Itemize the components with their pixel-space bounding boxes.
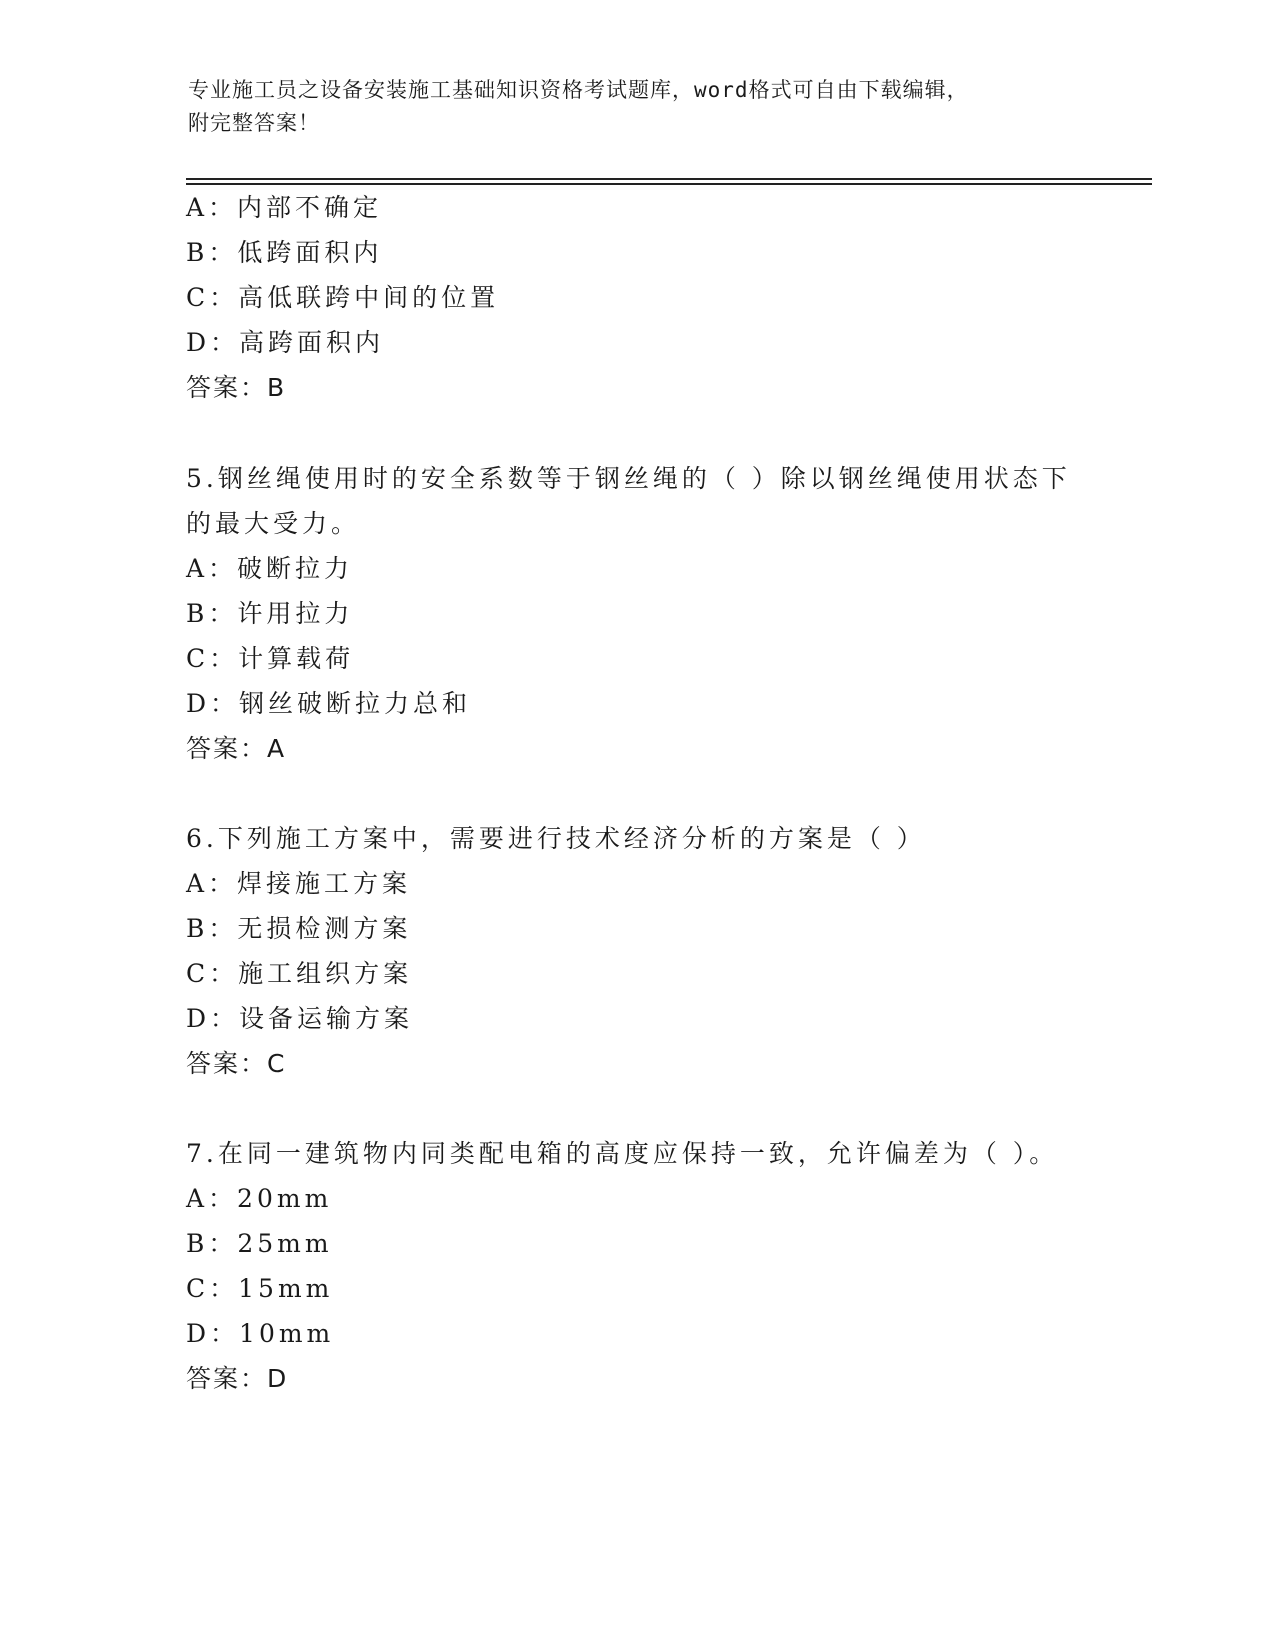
header-line-2: 附完整答案！ <box>188 111 320 135</box>
q5-option-a: A：破断拉力 <box>186 554 354 583</box>
q5-option-b: B：许用拉力 <box>186 599 354 628</box>
q5-answer: 答案：A <box>186 734 287 763</box>
q4-answer: 答案：B <box>186 373 287 402</box>
header-divider-bottom <box>186 183 1152 185</box>
q5-option-c: C：计算载荷 <box>186 644 355 673</box>
q6-option-d: D：设备运输方案 <box>186 1004 414 1033</box>
q6-answer: 答案：C <box>186 1049 287 1078</box>
q6-option-b: B：无损检测方案 <box>186 914 412 943</box>
q6-option-a: A：焊接施工方案 <box>186 869 412 898</box>
q7-option-a: A：20mm <box>186 1184 333 1213</box>
q7-option-b: B：25mm <box>186 1229 333 1258</box>
document-header <box>188 74 1088 140</box>
q5-stem-line-1: 5.钢丝绳使用时的安全系数等于钢丝绳的（ ）除以钢丝绳使用状态下 <box>186 464 1071 493</box>
q6-option-c: C：施工组织方案 <box>186 959 413 988</box>
q5-stem-line-2: 的最大受力。 <box>186 509 361 538</box>
q6-stem-line-1: 6.下列施工方案中，需要进行技术经济分析的方案是（ ） <box>186 824 926 853</box>
q7-option-d: D：10mm <box>186 1319 335 1348</box>
q7-option-c: C：15mm <box>186 1274 334 1303</box>
q4-option-b: B：低跨面积内 <box>186 238 383 267</box>
q4-option-d: D：高跨面积内 <box>186 328 385 357</box>
header-line-1: 专业施工员之设备安装施工基础知识资格考试题库，word格式可自由下载编辑， <box>188 78 969 102</box>
q5-option-d: D：钢丝破断拉力总和 <box>186 689 472 718</box>
header-divider-top <box>186 178 1152 180</box>
q7-answer: 答案：D <box>186 1364 289 1393</box>
q7-stem-line-1: 7.在同一建筑物内同类配电箱的高度应保持一致，允许偏差为（ ）。 <box>186 1139 1059 1168</box>
q4-option-a: A：内部不确定 <box>186 193 383 222</box>
q4-option-c: C：高低联跨中间的位置 <box>186 283 500 312</box>
